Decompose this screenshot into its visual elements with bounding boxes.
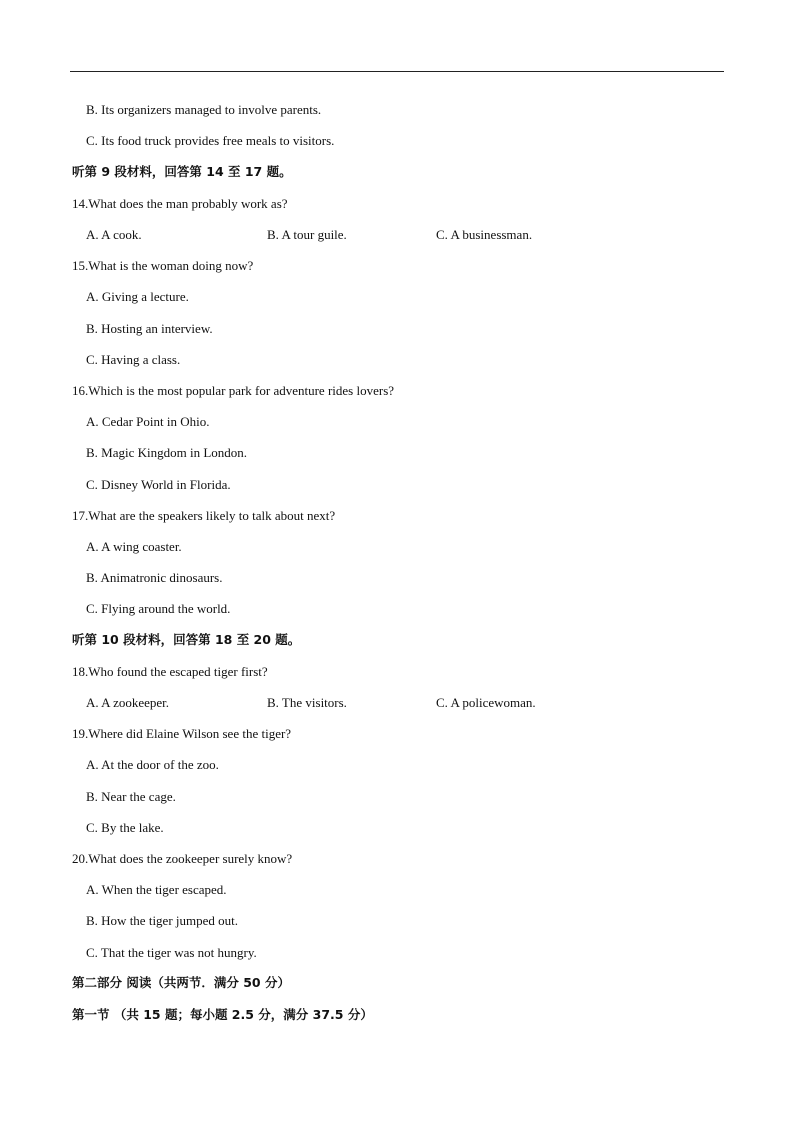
- option-c: C. A businessman.: [436, 227, 533, 242]
- option-b: B. Near the cage.: [86, 789, 176, 804]
- option-c: C. Having a class.: [86, 352, 181, 367]
- option-a: A. A cook.: [86, 227, 142, 242]
- section-heading-9: 听第 9 段材料，回答第 14 至 17 题。: [72, 164, 292, 179]
- option-a: A. A zookeeper.: [86, 695, 170, 710]
- question-18: 18.Who found the escaped tiger first?: [72, 664, 268, 679]
- option-b: B. Animatronic dinosaurs.: [86, 570, 223, 585]
- part-two-heading: 第二部分 阅读（共两节．满分 50 分）: [72, 975, 290, 990]
- option-c: C. Flying around the world.: [86, 601, 231, 616]
- option-c: C. Disney World in Florida.: [86, 477, 231, 492]
- header-rule: [70, 71, 724, 72]
- option-b: B. Hosting an interview.: [86, 321, 213, 336]
- question-19: 19.Where did Elaine Wilson see the tiger?: [72, 726, 292, 741]
- option-b: B. A tour guile.: [267, 227, 347, 242]
- option-b: B. The visitors.: [267, 695, 347, 710]
- option-b: B. Its organizers managed to involve parents.: [86, 102, 322, 117]
- section-heading-10: 听第 10 段材料，回答第 18 至 20 题。: [72, 632, 301, 647]
- option-a: A. Giving a lecture.: [86, 289, 189, 304]
- question-14: 14.What does the man probably work as?: [72, 196, 288, 211]
- option-a: A. Cedar Point in Ohio.: [86, 414, 210, 429]
- question-15: 15.What is the woman doing now?: [72, 258, 254, 273]
- question-20: 20.What does the zookeeper surely know?: [72, 851, 293, 866]
- option-b: B. How the tiger jumped out.: [86, 913, 239, 928]
- option-a: A. When the tiger escaped.: [86, 882, 227, 897]
- option-c: C. A policewoman.: [436, 695, 536, 710]
- option-a: A. At the door of the zoo.: [86, 757, 219, 772]
- question-16: 16.Which is the most popular park for adventure rides lovers?: [72, 383, 395, 398]
- question-17: 17.What are the speakers likely to talk about next?: [72, 508, 336, 523]
- section-one-heading: 第一节 （共 15 题；每小题 2.5 分，满分 37.5 分）: [72, 1007, 373, 1022]
- option-c: C. By the lake.: [86, 820, 164, 835]
- option-b: B. Magic Kingdom in London.: [86, 445, 248, 460]
- option-c: C. That the tiger was not hungry.: [86, 945, 257, 960]
- option-c: C. Its food truck provides free meals to visitors.: [86, 133, 335, 148]
- option-a: A. A wing coaster.: [86, 539, 182, 554]
